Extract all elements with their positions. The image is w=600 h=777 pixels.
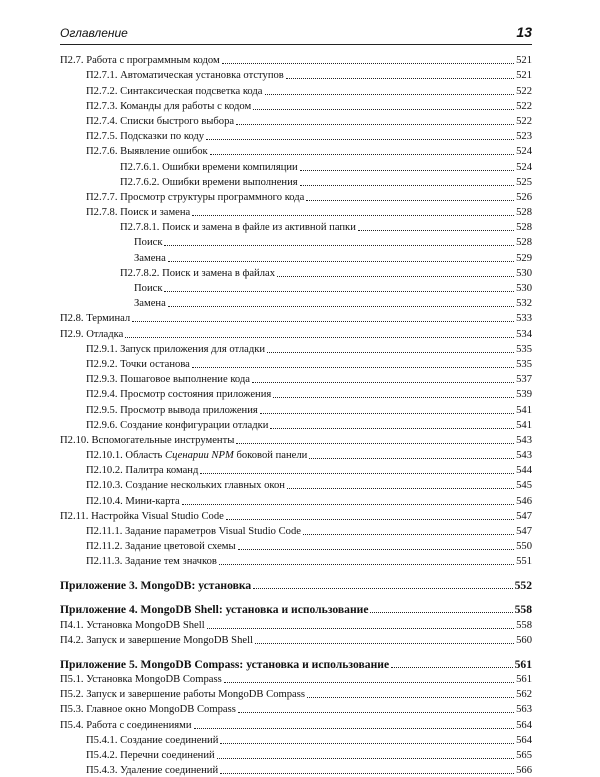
toc-entry[interactable] (60, 158, 532, 173)
dot-leader (270, 428, 514, 429)
toc-entry[interactable] (60, 113, 532, 128)
dot-leader (164, 245, 514, 246)
toc-entry[interactable] (60, 204, 532, 219)
toc-entry-page: 565 (516, 749, 532, 761)
toc-entry-page: 558 (514, 603, 532, 617)
toc-entry-title: Приложение 4. MongoDB Shell: установка и использование (60, 603, 369, 617)
toc-entry[interactable] (60, 67, 532, 82)
toc-entry-title (86, 450, 307, 462)
toc-entry-page: 521 (516, 55, 532, 67)
dot-leader (222, 63, 514, 64)
dot-leader (220, 743, 514, 744)
toc-entry-page: 551 (516, 556, 532, 568)
toc-entry[interactable] (60, 538, 532, 553)
toc-entry[interactable] (60, 716, 532, 731)
toc-entry-title: П2.10.2. Палитра команд (86, 465, 199, 477)
dot-leader (207, 628, 514, 629)
toc-entry-title: П5.4. Работа с соединениями (60, 719, 192, 731)
toc-entry-page: 522 (516, 100, 532, 112)
toc-entry-page: 552 (514, 579, 532, 593)
toc-entry-title: П2.9.4. Просмотр состояния приложения (86, 389, 272, 401)
toc-entry-page: 560 (516, 634, 532, 646)
toc-entry-page: 547 (516, 526, 532, 537)
toc-entry[interactable] (60, 371, 532, 386)
dot-leader (206, 139, 514, 140)
toc-entry-title: П2.9.6. Создание конфигурации отладки (86, 419, 269, 431)
toc-entry[interactable] (60, 280, 532, 295)
toc-entry-appendix[interactable] (60, 655, 532, 671)
toc-entry-page: 523 (516, 131, 532, 143)
toc-entry-page: 524 (516, 146, 532, 158)
dot-leader (164, 291, 514, 292)
toc-entry-page: 530 (516, 283, 532, 294)
toc-entry-title: П4.2. Запуск и завершение MongoDB Shell (60, 634, 253, 646)
toc-entry-page: 562 (516, 689, 532, 701)
toc-entry-title: П2.11.1. Задание параметров Visual Studio Code (86, 526, 301, 537)
toc-entry[interactable] (60, 462, 532, 477)
toc-entry-title: П5.2. Запуск и завершение работы MongoDB Compass (60, 689, 305, 701)
toc-entry[interactable] (60, 356, 532, 371)
dot-leader (277, 276, 514, 277)
toc-entry-page: 525 (516, 176, 532, 188)
toc-entry[interactable] (60, 732, 532, 747)
toc-entry-page: 561 (516, 673, 532, 685)
toc-entry-title: П5.3. Главное окно MongoDB Compass (60, 704, 236, 716)
toc-entry-page: 535 (516, 343, 532, 355)
toc-entry[interactable] (60, 616, 532, 631)
toc-entry-title: П2.10.3. Создание нескольких главных окон (86, 480, 285, 492)
dot-leader (358, 230, 514, 231)
toc-entry-title: П2.10.4. Мини-карта (86, 495, 180, 507)
toc-entry[interactable] (60, 701, 532, 716)
toc-entry-title: Поиск (134, 283, 163, 294)
toc-entry-page: 547 (516, 510, 532, 522)
toc-entry-page: 564 (516, 734, 532, 746)
toc-entry[interactable] (60, 52, 532, 67)
dot-leader (306, 200, 514, 201)
toc-entry[interactable] (60, 249, 532, 264)
toc-entry[interactable] (60, 762, 532, 777)
toc-entry[interactable] (60, 265, 532, 280)
toc-entry-page: 558 (516, 619, 532, 631)
toc-entry-appendix[interactable] (60, 600, 532, 616)
dot-leader (236, 124, 514, 125)
dot-leader (168, 261, 514, 262)
toc-entry[interactable] (60, 325, 532, 340)
toc-entry-title: П2.7.4. Списки быстрого выбора (86, 115, 235, 127)
toc-entry-title: Замена (134, 252, 166, 264)
dot-leader (192, 215, 514, 216)
toc-entry-page: 550 (516, 541, 532, 553)
toc-entry-page: 544 (516, 465, 532, 477)
toc-entry-page: 541 (516, 404, 532, 416)
toc-entry-title: Замена (134, 298, 166, 310)
dot-leader (236, 443, 514, 444)
toc-entry[interactable] (60, 82, 532, 97)
dot-leader (224, 682, 514, 683)
toc-entry[interactable] (60, 632, 532, 647)
toc-entry-title: П2.10. Вспомогательные инструменты (60, 434, 235, 446)
toc-entry-title: Приложение 3. MongoDB: установка (60, 579, 252, 593)
toc-entry-page: 543 (516, 434, 532, 446)
toc-entry[interactable] (60, 310, 532, 325)
dot-leader (370, 612, 512, 613)
toc-entry-page: 537 (516, 374, 532, 386)
dot-leader (238, 549, 515, 550)
toc-entry-page: 561 (514, 657, 532, 671)
toc-entry[interactable] (60, 219, 532, 234)
toc-entry-page: 546 (516, 495, 532, 507)
dot-leader (309, 458, 514, 459)
toc-entry-page: 541 (516, 419, 532, 431)
toc-entry-page: 545 (516, 480, 532, 492)
toc-entry-title: П2.9.2. Точки останова (86, 358, 190, 370)
toc-entry[interactable] (60, 671, 532, 686)
toc-entry-title: П2.11.3. Задание тем значков (86, 556, 217, 568)
toc-entry-title: П2.7.7. Просмотр структуры программного кода (86, 191, 305, 203)
dot-leader (194, 728, 515, 729)
toc-entry[interactable] (60, 98, 532, 113)
toc-entry-title: П2.9.5. Просмотр вывода приложения (86, 404, 258, 416)
dot-leader (252, 382, 514, 383)
toc-entry-title: П2.7.8.1. Поиск и замена в файле из активной папки (120, 222, 356, 234)
toc-entry-page: 528 (516, 222, 532, 234)
dot-leader (217, 758, 514, 759)
dot-leader (303, 534, 514, 535)
dot-leader (260, 413, 514, 414)
toc-entry-page: 528 (516, 207, 532, 219)
toc-entry-page: 564 (516, 719, 532, 731)
toc-entry-title: П2.9.1. Запуск приложения для отладки (86, 343, 266, 355)
page-header (60, 22, 532, 45)
toc-entry[interactable] (60, 492, 532, 507)
toc-entry-page: 524 (516, 161, 532, 173)
toc-entry[interactable] (60, 128, 532, 143)
dot-leader (287, 488, 514, 489)
dot-leader (300, 185, 514, 186)
toc-entry[interactable] (60, 143, 532, 158)
toc-entry-title: Приложение 5. MongoDB Compass: установка и использование (60, 657, 390, 671)
toc-entry-title: П5.4.1. Создание соединений (86, 734, 219, 746)
toc-entry-title: П2.7.6.2. Ошибки времени выполнения (120, 176, 298, 188)
toc-entry[interactable] (60, 477, 532, 492)
dot-leader (192, 367, 514, 368)
dot-leader (226, 519, 514, 520)
toc-entry-page: 522 (516, 115, 532, 127)
toc-entry-page: 528 (516, 237, 532, 249)
dot-leader (300, 170, 514, 171)
dot-leader (132, 321, 514, 322)
toc-entry[interactable] (60, 447, 532, 462)
dot-leader (391, 667, 513, 668)
toc-entry-title: П2.7.1. Автоматическая установка отступов (86, 70, 284, 82)
dot-leader (168, 306, 514, 307)
toc-entry-page: 526 (516, 191, 532, 203)
toc-entry-page: 529 (516, 252, 532, 264)
toc-entry-page: 522 (516, 85, 532, 97)
toc-entry-page: 521 (516, 70, 532, 82)
dot-leader (238, 712, 514, 713)
header-title: Оглавление (60, 26, 128, 40)
table-of-contents (60, 52, 532, 777)
toc-entry[interactable] (60, 747, 532, 762)
dot-leader (267, 352, 514, 353)
toc-entry[interactable] (60, 686, 532, 701)
toc-entry-title: П2.7.8.2. Поиск и замена в файлах (120, 267, 275, 279)
toc-entry-title: П2.7.2. Синтаксическая подсветка кода (86, 85, 263, 97)
toc-entry[interactable] (60, 508, 532, 523)
toc-entry-title: П2.7. Работа с программным кодом (60, 55, 220, 67)
toc-entry-title-start: П2.10.1. Область (86, 450, 166, 462)
toc-entry-page: 563 (516, 704, 532, 716)
toc-entry[interactable] (60, 234, 532, 249)
toc-entry-title: П2.7.3. Команды для работы с кодом (86, 100, 252, 112)
toc-entry-page: 534 (516, 328, 532, 340)
toc-entry-page: 535 (516, 358, 532, 370)
toc-entry-title-end: боковой панели (233, 450, 308, 462)
toc-entry-page: 533 (516, 313, 532, 325)
dot-leader (255, 643, 514, 644)
toc-entry[interactable] (60, 432, 532, 447)
toc-entry-title: Поиск (134, 237, 163, 249)
dot-leader (210, 154, 514, 155)
toc-entry[interactable] (60, 386, 532, 401)
toc-entry-title: П2.11. Настройка Visual Studio Code (60, 510, 224, 522)
toc-entry[interactable] (60, 417, 532, 432)
toc-entry[interactable] (60, 174, 532, 189)
header-page-number: 13 (516, 24, 532, 40)
dot-leader (219, 564, 514, 565)
toc-entry-page: 530 (516, 267, 532, 279)
toc-entry-title-italic: Сценарии NPM (165, 450, 234, 462)
dot-leader (253, 109, 514, 110)
dot-leader (253, 588, 512, 589)
dot-leader (307, 697, 514, 698)
dot-leader (265, 94, 515, 95)
toc-entry-title: П5.4.3. Удаление соединений (86, 765, 219, 777)
dot-leader (125, 337, 514, 338)
dot-leader (220, 773, 514, 774)
toc-entry-title: П5.4.2. Перечни соединений (86, 749, 215, 761)
toc-entry[interactable] (60, 341, 532, 356)
toc-entry[interactable] (60, 295, 532, 310)
dot-leader (273, 397, 514, 398)
toc-entry-page: 539 (516, 389, 532, 401)
toc-entry[interactable] (60, 523, 532, 538)
toc-entry-title: П2.7.5. Подсказки по коду (86, 131, 205, 143)
toc-entry-title: П2.7.8. Поиск и замена (86, 207, 191, 219)
toc-entry-appendix[interactable] (60, 576, 532, 592)
toc-entry-title: П2.8. Терминал (60, 313, 131, 325)
toc-entry-title: П2.9. Отладка (60, 328, 124, 340)
toc-entry[interactable] (60, 401, 532, 416)
toc-entry-title: П2.11.2. Задание цветовой схемы (86, 541, 236, 553)
toc-entry-page: 532 (516, 298, 532, 310)
toc-entry[interactable] (60, 189, 532, 204)
dot-leader (286, 78, 514, 79)
dot-leader (182, 504, 514, 505)
toc-entry-page: 543 (516, 450, 532, 462)
toc-entry-title: П4.1. Установка MongoDB Shell (60, 619, 205, 631)
toc-entry-title: П2.7.6. Выявление ошибок (86, 146, 208, 158)
toc-entry-title: П2.9.3. Пошаговое выполнение кода (86, 374, 251, 386)
toc-entry-page: 566 (516, 765, 532, 777)
toc-entry[interactable] (60, 553, 532, 568)
toc-entry-title: П2.7.6.1. Ошибки времени компиляции (120, 161, 298, 173)
dot-leader (200, 473, 514, 474)
toc-entry-title: П5.1. Установка MongoDB Compass (60, 673, 222, 685)
